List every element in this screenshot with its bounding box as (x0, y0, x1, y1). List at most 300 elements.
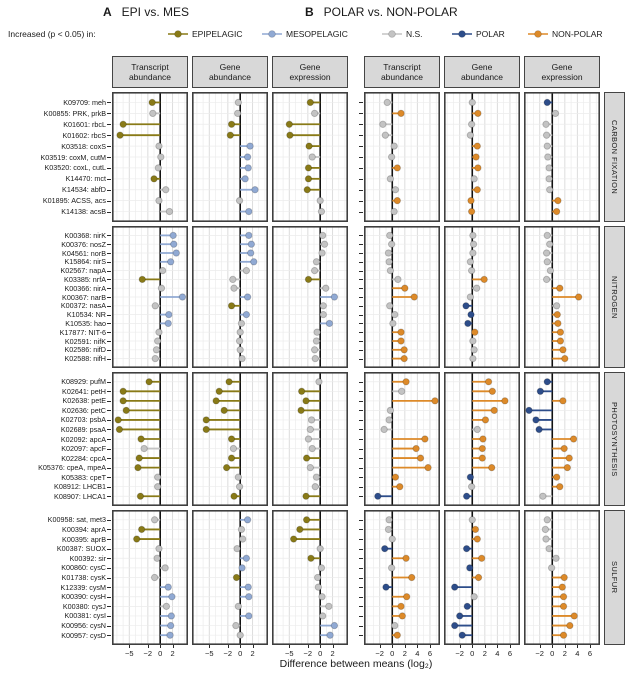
data-point (317, 197, 323, 203)
lollipop (234, 545, 240, 551)
lollipop (547, 267, 553, 273)
legend-key-icon (262, 29, 282, 39)
y-axis-tick (359, 420, 363, 421)
data-point (298, 388, 304, 394)
x-axis-tick (320, 645, 321, 648)
gene-label: K02097: apcF (61, 444, 106, 454)
data-point (543, 536, 549, 542)
y-axis-tick (359, 102, 363, 103)
data-point (468, 483, 474, 489)
y-axis-tick (359, 235, 363, 236)
strip-label-nitrogen (604, 226, 625, 368)
x-axis-tick-label: −2 (143, 649, 153, 658)
data-point (115, 417, 121, 423)
facet-header-b_gene_expression (524, 56, 600, 88)
data-point (389, 536, 395, 542)
y-axis-tick (359, 529, 363, 530)
x-axis-tick-label: 0 (238, 649, 243, 658)
y-axis-tick (107, 359, 111, 360)
lollipop (385, 250, 392, 256)
x-axis-tick-label: 0 (158, 649, 163, 658)
lollipop (392, 311, 398, 317)
facet-header-line: expression (289, 72, 331, 82)
data-point (138, 436, 144, 442)
data-point (547, 267, 553, 273)
lollipop (547, 241, 553, 247)
data-point (228, 303, 234, 309)
lollipop (467, 294, 473, 300)
panel-b-title-text: POLAR vs. NON-POLAR (323, 5, 458, 19)
gene-label: K00367: narB (62, 292, 106, 302)
lollipop (387, 303, 393, 309)
gene-label: K15864: nirS (64, 257, 106, 267)
data-point (120, 388, 126, 394)
lollipop (388, 241, 394, 247)
y-axis-tick (107, 315, 111, 316)
y-axis-tick (359, 496, 363, 497)
data-point (557, 329, 563, 335)
data-point (470, 241, 476, 247)
data-point (542, 526, 548, 532)
lollipop (313, 338, 320, 344)
data-point (203, 426, 209, 432)
data-point (308, 417, 314, 423)
data-point (171, 241, 177, 247)
data-point (567, 622, 573, 628)
data-point (311, 267, 317, 273)
data-point (316, 379, 322, 385)
facet-panel-b_gene_abundance-1 (444, 226, 520, 368)
strip-text: PHOTOSYNTHESIS (610, 401, 619, 477)
data-point (166, 208, 172, 214)
y-axis-tick (359, 429, 363, 430)
x-axis-tick-label: 0 (390, 649, 395, 658)
data-point (168, 613, 174, 619)
y-axis-tick (359, 359, 363, 360)
y-axis-tick (359, 157, 363, 158)
strip-text: NITROGEN (610, 275, 619, 319)
data-point (467, 474, 473, 480)
facet-header-line: abundance (380, 72, 424, 82)
data-point (502, 398, 508, 404)
data-point (137, 493, 143, 499)
gene-label: K08907: LHCA1 (54, 491, 106, 501)
gene-label: K02567: napA (60, 266, 106, 276)
lollipop (235, 99, 241, 105)
y-axis-tick (359, 124, 363, 125)
lollipop (467, 132, 473, 138)
data-point (463, 303, 469, 309)
x-axis-tick-label: 6 (587, 649, 593, 658)
gene-label: K02638: petE (62, 396, 106, 406)
lollipop (471, 594, 477, 600)
data-point (422, 436, 428, 442)
gene-label: K00394: aprA (62, 524, 106, 534)
data-point (305, 176, 311, 182)
lollipop (317, 197, 323, 203)
y-axis-tick (107, 102, 111, 103)
data-point (467, 565, 473, 571)
lollipop (155, 338, 161, 344)
lollipop (468, 311, 474, 317)
gene-label: K02591: nifK (64, 336, 106, 346)
lollipop (389, 536, 395, 542)
gene-label: K00395: aprB (62, 534, 106, 544)
data-point (390, 320, 396, 326)
data-point (139, 276, 145, 282)
data-point (575, 294, 581, 300)
data-point (315, 584, 321, 590)
x-axis-tick (405, 645, 406, 648)
lollipop (472, 526, 478, 532)
x-axis-tick (577, 645, 578, 648)
facet-panel-a_gene_abundance-1 (192, 226, 268, 368)
data-point (543, 121, 549, 127)
data-point (398, 388, 404, 394)
y-axis-tick (107, 244, 111, 245)
lollipop (468, 267, 474, 273)
data-point (311, 110, 317, 116)
lollipop (546, 176, 552, 182)
x-axis-tick-label: 4 (575, 649, 580, 658)
data-point (536, 426, 542, 432)
gene-label: K02586: nifD (64, 345, 106, 355)
data-point (544, 517, 550, 523)
legend-item-label: N.S. (406, 29, 423, 39)
data-point (244, 294, 250, 300)
lollipop (467, 474, 473, 480)
data-point (544, 143, 550, 149)
data-point (120, 398, 126, 404)
data-point (155, 474, 161, 480)
lollipop (156, 197, 162, 203)
data-point (327, 632, 333, 638)
data-point (244, 517, 250, 523)
data-point (246, 208, 252, 214)
facet-panel-b_gene_expression-1 (524, 226, 600, 368)
facet-header-a_transcript (112, 56, 188, 88)
facet-panel-b_transcript-1 (364, 226, 440, 368)
data-point (231, 493, 237, 499)
data-point (248, 241, 254, 247)
data-point (540, 493, 546, 499)
facet-header-line: Gene (551, 62, 573, 72)
y-axis-tick (107, 306, 111, 307)
lollipop (470, 232, 476, 238)
data-point (468, 267, 474, 273)
legend-item-non-polar (528, 27, 603, 41)
y-axis-tick (107, 520, 111, 521)
data-point (491, 407, 497, 413)
x-axis-tick-label: 6 (507, 649, 513, 658)
legend-key-icon (168, 29, 188, 39)
data-point (326, 603, 332, 609)
lollipop (467, 565, 473, 571)
panel-a-tag: A (103, 5, 112, 19)
data-point (482, 417, 488, 423)
data-point (480, 436, 486, 442)
data-point (468, 121, 474, 127)
data-point (559, 584, 565, 590)
y-axis-tick (359, 201, 363, 202)
x-axis-tick-label: −5 (125, 649, 134, 658)
gene-label: K08929: pufM (61, 377, 106, 387)
facet-panel-b_gene_abundance-0 (444, 92, 520, 222)
lollipop (471, 347, 477, 353)
data-point (323, 285, 329, 291)
data-point (243, 311, 249, 317)
gene-label: K02636: petC (62, 405, 106, 415)
data-point (548, 565, 554, 571)
facet-header-line: Gene (299, 62, 321, 72)
data-point (557, 338, 563, 344)
data-point (463, 493, 469, 499)
lollipop (548, 565, 554, 571)
y-axis-tick (107, 477, 111, 478)
y-axis-tick (107, 458, 111, 459)
lollipop (387, 267, 393, 273)
facet-panel-a_gene_expression-3 (272, 510, 348, 645)
data-point (165, 584, 171, 590)
y-axis-tick (107, 616, 111, 617)
x-axis-tick-label: −2 (375, 649, 384, 658)
lollipop (155, 165, 161, 171)
y-axis-tick (107, 597, 111, 598)
gene-label: K00376: nosZ (61, 239, 106, 249)
data-point (475, 165, 481, 171)
panel-b-title (305, 5, 458, 19)
lollipop (470, 355, 476, 361)
data-point (235, 474, 241, 480)
y-axis-tick (107, 420, 111, 421)
lollipop (313, 259, 320, 265)
data-point (546, 545, 552, 551)
lollipop (315, 574, 321, 580)
data-point (385, 526, 391, 532)
y-axis-tick (359, 578, 363, 579)
data-point (387, 232, 393, 238)
data-point (228, 455, 234, 461)
lollipop (319, 594, 325, 600)
data-point (236, 338, 242, 344)
lollipop (470, 338, 476, 344)
gene-label: K01602: rbcS (62, 130, 106, 140)
data-point (153, 347, 159, 353)
data-point (394, 197, 400, 203)
data-point (159, 267, 165, 273)
x-axis-tick (552, 645, 553, 648)
facet-header-b_gene_abundance (444, 56, 520, 88)
facet-panel-a_transcript-0 (112, 92, 188, 222)
lollipop (235, 474, 241, 480)
lollipop (237, 632, 243, 638)
data-point (331, 622, 337, 628)
data-point (545, 154, 551, 160)
gene-label: K01738: cysK (61, 573, 106, 582)
y-axis-tick (107, 235, 111, 236)
y-axis-tick (359, 315, 363, 316)
y-axis-tick (359, 279, 363, 280)
lollipop (387, 407, 393, 413)
facet-panel-b_gene_abundance-3 (444, 510, 520, 645)
gene-label: K01601: rbcL (63, 119, 106, 129)
lollipop (385, 526, 392, 532)
data-point (553, 474, 559, 480)
x-axis-tick (209, 645, 210, 648)
data-point (547, 241, 553, 247)
data-point (319, 250, 325, 256)
data-point (553, 208, 559, 214)
x-axis-tick (333, 645, 334, 648)
data-point (468, 197, 474, 203)
y-axis-tick (107, 529, 111, 530)
y-axis-tick (359, 568, 363, 569)
legend-item-label: MESOPELAGIC (286, 29, 348, 39)
lollipop (314, 329, 320, 335)
y-axis-tick (107, 401, 111, 402)
data-point (165, 320, 171, 326)
data-point (163, 187, 169, 193)
data-point (230, 276, 236, 282)
data-point (384, 99, 390, 105)
gene-label: K01895: ACSS, acs (42, 196, 106, 206)
data-point (471, 594, 477, 600)
data-point (560, 347, 566, 353)
y-axis-tick (359, 487, 363, 488)
data-point (544, 379, 550, 385)
y-axis-tick (107, 587, 111, 588)
y-axis-tick (107, 113, 111, 114)
y-axis-tick (359, 468, 363, 469)
legend-item-label: EPIPELAGIC (192, 29, 243, 39)
x-axis-tick (308, 645, 309, 648)
data-point (386, 259, 392, 265)
gene-label: K00958: sat, met3 (47, 515, 106, 525)
data-point (154, 555, 160, 561)
lollipop (472, 329, 478, 335)
y-axis-tick (107, 212, 111, 213)
data-point (237, 329, 243, 335)
data-point (387, 267, 393, 273)
data-point (395, 276, 401, 282)
y-axis-tick (107, 157, 111, 158)
data-point (247, 143, 253, 149)
data-point (469, 99, 475, 105)
gene-label: K08912: LHCB1 (54, 482, 106, 492)
lollipop (159, 267, 165, 273)
x-axis-tick (392, 645, 393, 648)
facet-panel-a_gene_abundance-2 (192, 372, 268, 506)
data-point (230, 445, 236, 451)
lollipop (320, 311, 326, 317)
lollipop (156, 329, 162, 335)
lollipop (156, 143, 162, 149)
x-axis-tick (148, 645, 149, 648)
data-point (470, 232, 476, 238)
data-point (286, 121, 292, 127)
data-point (305, 436, 311, 442)
y-axis-tick (107, 135, 111, 136)
data-point (464, 603, 470, 609)
data-point (321, 241, 327, 247)
facet-header-line: Transcript (383, 62, 421, 72)
x-axis-tick-label: 0 (318, 649, 323, 658)
data-point (170, 232, 176, 238)
lollipop (239, 536, 245, 542)
data-point (473, 285, 479, 291)
data-point (319, 232, 325, 238)
gene-label: K00387: SUOX (56, 544, 106, 554)
data-point (554, 311, 560, 317)
data-point (475, 574, 481, 580)
data-point (417, 455, 423, 461)
strip-label-carbon-fixation (604, 92, 625, 222)
data-point (120, 121, 126, 127)
lollipop (387, 176, 393, 182)
x-axis-tick (565, 645, 566, 648)
data-point (546, 176, 552, 182)
facet-panel-a_gene_expression-2 (272, 372, 348, 506)
data-point (318, 208, 324, 214)
data-point (246, 232, 252, 238)
data-point (489, 388, 495, 394)
lollipop (469, 99, 475, 105)
data-point (381, 426, 387, 432)
legend-key-icon (382, 29, 402, 39)
x-axis-tick (540, 645, 541, 648)
y-axis-tick (107, 635, 111, 636)
data-point (555, 197, 561, 203)
strip-text: CARBON FIXATION (610, 119, 619, 195)
data-point (227, 132, 233, 138)
x-axis-tick-label: −2 (455, 649, 464, 658)
y-axis-tick (359, 332, 363, 333)
data-point (552, 110, 558, 116)
data-point (470, 250, 476, 256)
data-point (398, 338, 404, 344)
data-point (298, 407, 304, 413)
lollipop (552, 555, 559, 561)
x-axis-tick-label: −2 (535, 649, 544, 658)
gene-label: K02703: psbA (60, 415, 106, 425)
data-point (474, 426, 480, 432)
data-point (457, 613, 463, 619)
x-axis-tick-label: 2 (170, 649, 175, 658)
lollipop (468, 208, 474, 214)
lollipop (318, 565, 324, 571)
data-point (331, 294, 337, 300)
lollipop (470, 241, 476, 247)
data-point (397, 483, 403, 489)
facet-header-line: abundance (460, 72, 504, 82)
data-point (467, 132, 473, 138)
data-point (238, 320, 244, 326)
lollipop (547, 187, 553, 193)
facet-header-line: Transcript (131, 62, 169, 72)
x-axis-tick (240, 645, 241, 648)
y-axis-tick (359, 410, 363, 411)
lollipop (391, 143, 397, 149)
lollipop (392, 474, 398, 480)
lollipop (552, 110, 558, 116)
facet-panel-b_gene_expression-0 (524, 92, 600, 222)
x-axis-tick (497, 645, 498, 648)
facet-panel-a_transcript-2 (112, 372, 188, 506)
gene-label: K03518: coxS (61, 141, 106, 151)
data-point (307, 426, 313, 432)
x-axis-tick (430, 645, 431, 648)
data-point (474, 536, 480, 542)
